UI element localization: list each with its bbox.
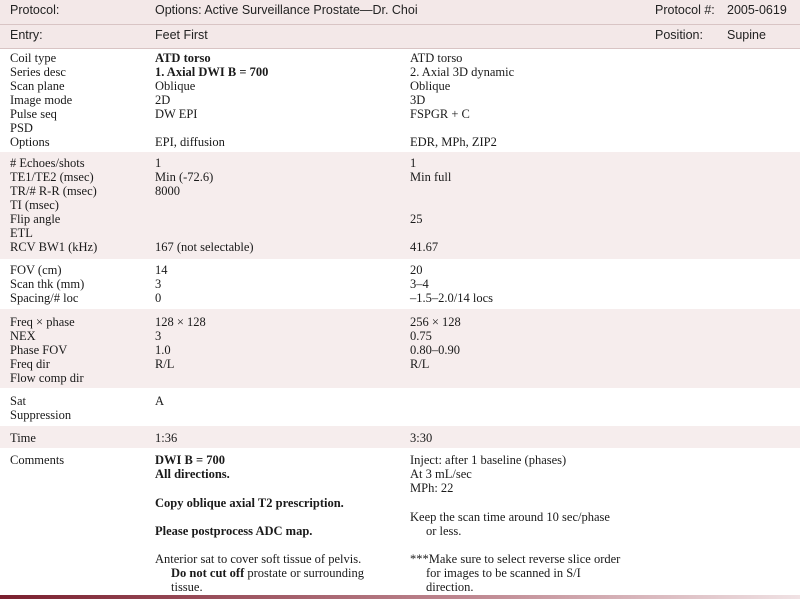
series1-value: Min (-72.6) (155, 170, 214, 184)
protocol-value: Options: Active Surveillance Prostate—Dr. Choi (155, 3, 418, 17)
row-flow-comp (0, 371, 800, 385)
series2-comment: Keep the scan time around 10 sec/phase (410, 510, 610, 524)
series2-comment: ***Make sure to select reverse slice order (410, 552, 621, 566)
row-label: Sat (10, 394, 26, 408)
comments-row (0, 580, 800, 594)
series2-value: 3D (410, 93, 426, 107)
series1-value: ATD torso (155, 51, 211, 65)
series1-comment-rest: prostate or surrounding (244, 566, 365, 580)
row-psd (0, 121, 800, 135)
row-ti (0, 198, 800, 212)
row-label: Image mode (10, 93, 73, 107)
series2-value: 3:30 (410, 431, 433, 445)
protocol-number-label: Protocol #: (655, 3, 715, 17)
row-label: TI (msec) (10, 198, 59, 212)
row-label: Time (10, 431, 36, 445)
row-coil-type (0, 51, 800, 65)
row-label: Scan thk (mm) (10, 277, 85, 291)
series1-value: 1 (155, 156, 162, 170)
series2-value: 20 (410, 263, 423, 277)
series1-value: 8000 (155, 184, 180, 198)
series1-value: R/L (155, 357, 175, 371)
row-label: Freq dir (10, 357, 50, 371)
row-label: Suppression (10, 408, 72, 422)
row-label: Spacing/# loc (10, 291, 79, 305)
series1-value: 128 × 128 (155, 315, 206, 329)
series2-value: 1 (410, 156, 417, 170)
row-label: FOV (cm) (10, 263, 62, 277)
row-label: # Echoes/shots (10, 156, 85, 170)
series1-comment (155, 566, 364, 580)
protocol-number-value: 2005-0619 (727, 3, 787, 17)
row-spacing (0, 291, 800, 305)
series1-value: 2D (155, 93, 171, 107)
row-label: Coil type (10, 51, 57, 65)
row-label: Flip angle (10, 212, 61, 226)
row-pulse-seq (0, 107, 800, 121)
row-label: PSD (10, 121, 33, 135)
series2-comment: At 3 mL/sec (410, 467, 472, 481)
row-label: Scan plane (10, 79, 65, 93)
row-label: Freq × phase (10, 315, 75, 329)
series1-value: 1. Axial DWI B = 700 (155, 65, 269, 79)
row-label: NEX (10, 329, 36, 343)
series1-comment: Please postprocess ADC map. (155, 524, 313, 538)
row-time (0, 431, 800, 445)
bottom-accent-bar (0, 595, 800, 599)
row-scan-thk (0, 277, 800, 291)
row-label: ETL (10, 226, 33, 240)
series2-comment: or less. (426, 524, 462, 538)
series2-comment: Inject: after 1 baseline (phases) (410, 453, 567, 467)
comments-row (0, 510, 800, 524)
series1-comment: DWI B = 700 (155, 453, 225, 467)
row-label: Options (10, 135, 50, 149)
series2-value: 256 × 128 (410, 315, 461, 329)
row-scan-plane (0, 79, 800, 93)
series1-value: EPI, diffusion (155, 135, 225, 149)
row-freq-dir (0, 357, 800, 371)
position-label: Position: (655, 28, 703, 42)
row-nex (0, 329, 800, 343)
series1-value: A (155, 394, 165, 408)
row-suppression (0, 408, 800, 422)
protocol-label: Protocol: (10, 3, 60, 17)
row-sat (0, 394, 800, 408)
series1-value: 0 (155, 291, 162, 305)
series1-comment: Anterior sat to cover soft tissue of pelvis. (155, 552, 362, 566)
series1-value: 14 (155, 263, 168, 277)
row-options (0, 135, 800, 149)
row-rcv-bw (0, 240, 800, 254)
series1-value: 167 (not selectable) (155, 240, 254, 254)
series1-value: 1.0 (155, 343, 171, 357)
row-etl (0, 226, 800, 240)
comments-row (0, 481, 800, 495)
series2-value: 25 (410, 212, 423, 226)
series1-comment-bold: Do not cut off (171, 566, 245, 580)
series1-value: DW EPI (155, 107, 198, 121)
series2-value: ATD torso (410, 51, 463, 65)
series2-value: 0.80–0.90 (410, 343, 460, 357)
comments-row (0, 552, 800, 566)
series2-comment: direction. (426, 580, 474, 594)
header-row-protocol (0, 0, 800, 25)
row-phase-fov (0, 343, 800, 357)
row-label: Phase FOV (10, 343, 68, 357)
series2-value: FSPGR + C (410, 107, 470, 121)
comments-row (0, 524, 800, 538)
row-label: Flow comp dir (10, 371, 84, 385)
series1-value: 1:36 (155, 431, 178, 445)
row-series-desc (0, 65, 800, 79)
row-fov (0, 263, 800, 277)
row-tr (0, 184, 800, 198)
series1-value: 3 (155, 329, 162, 343)
series2-value: 3–4 (410, 277, 429, 291)
comments-row (0, 566, 800, 580)
series2-value: –1.5–2.0/14 locs (410, 291, 493, 305)
series2-value: 2. Axial 3D dynamic (410, 65, 515, 79)
series2-value: 41.67 (410, 240, 439, 254)
row-label: TR/# R-R (msec) (10, 184, 97, 198)
row-te (0, 170, 800, 184)
series1-comment: Copy oblique axial T2 prescription. (155, 496, 344, 510)
row-image-mode (0, 93, 800, 107)
series1-comment: tissue. (171, 580, 203, 594)
comments-row (0, 496, 800, 510)
row-echoes (0, 156, 800, 170)
row-label: RCV BW1 (kHz) (10, 240, 98, 254)
series1-value: 3 (155, 277, 162, 291)
comments-row (0, 467, 800, 481)
series2-value: 0.75 (410, 329, 432, 343)
entry-value: Feet First (155, 28, 208, 42)
series2-value: EDR, MPh, ZIP2 (410, 135, 497, 149)
series2-value: Oblique (410, 79, 451, 93)
series1-comment: All directions. (155, 467, 230, 481)
series2-value: Min full (410, 170, 452, 184)
header-row-entry (0, 25, 800, 49)
row-label: Pulse seq (10, 107, 57, 121)
position-value: Supine (727, 28, 766, 42)
series2-value: R/L (410, 357, 430, 371)
comments-label: Comments (10, 453, 65, 467)
entry-label: Entry: (10, 28, 43, 42)
series2-comment: MPh: 22 (410, 481, 454, 495)
comments-row (0, 453, 800, 467)
row-label: Series desc (10, 65, 66, 79)
row-flip-angle (0, 212, 800, 226)
row-label: TE1/TE2 (msec) (10, 170, 94, 184)
series2-comment: for images to be scanned in S/I (426, 566, 581, 580)
row-freq-phase (0, 315, 800, 329)
series1-value: Oblique (155, 79, 196, 93)
